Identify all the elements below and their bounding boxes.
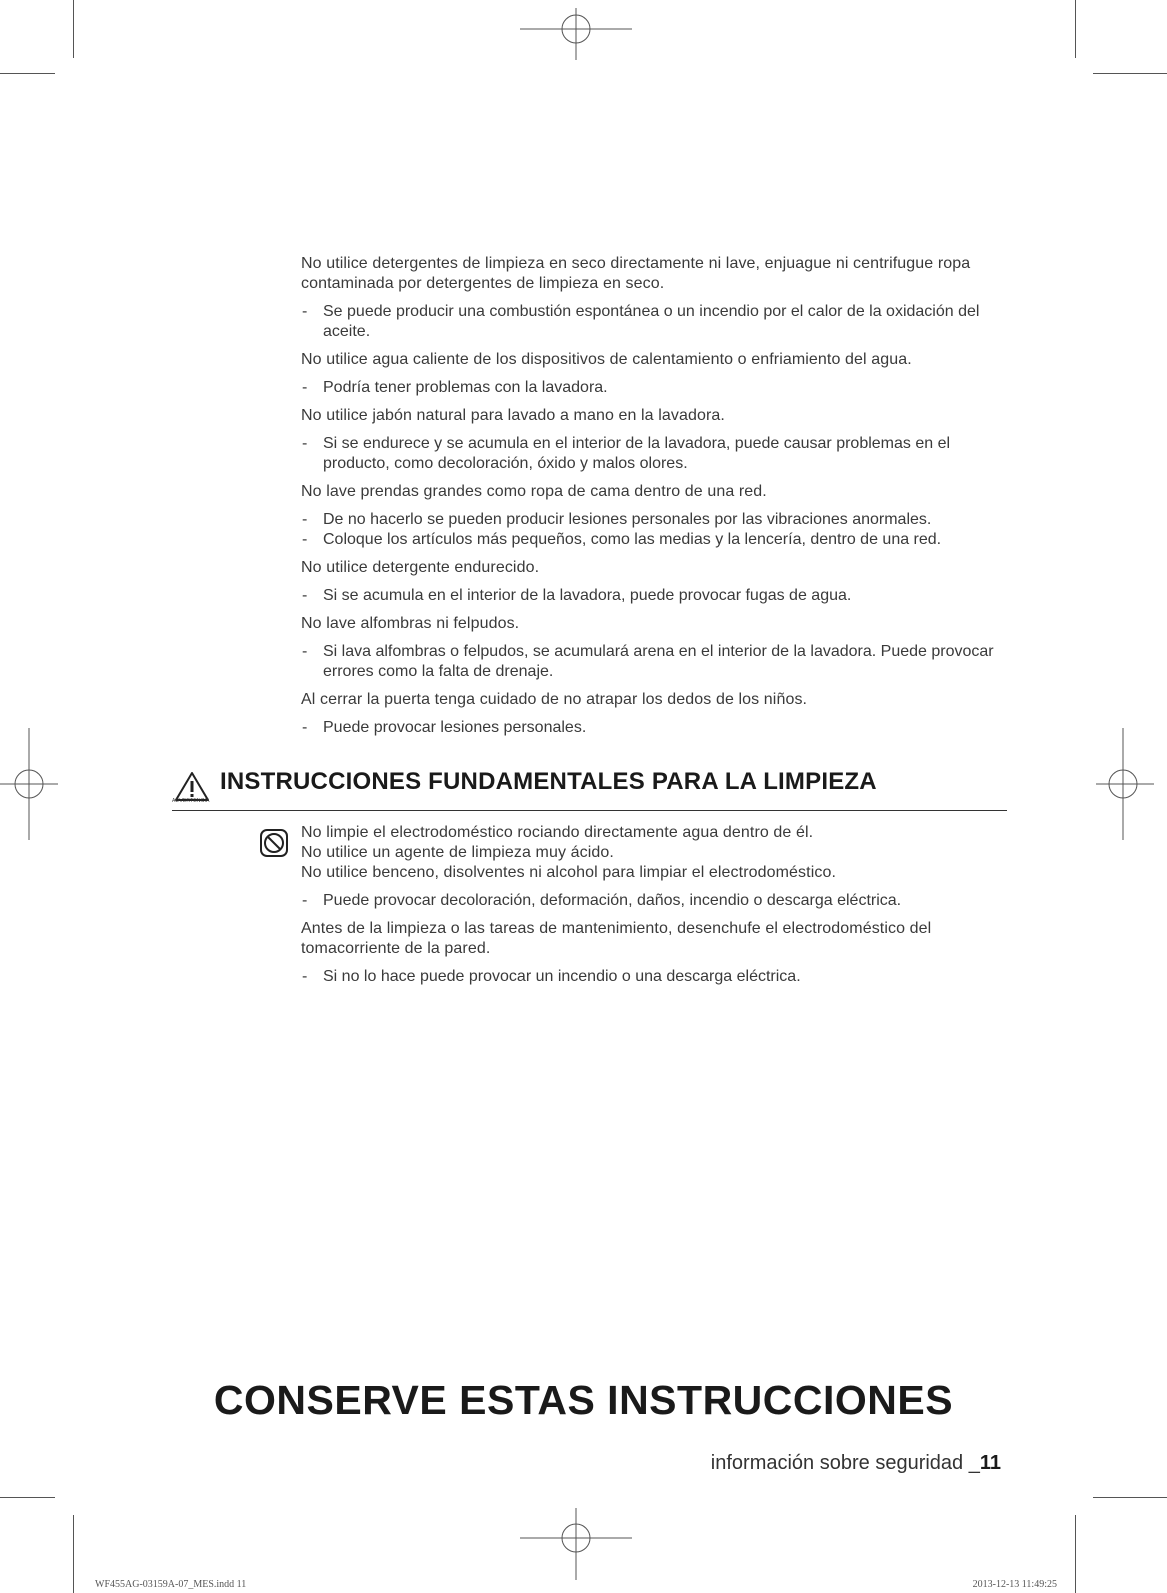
- print-slug-timestamp: 2013-12-13 11:49:25: [972, 1579, 1057, 1590]
- crop-mark: [0, 1497, 55, 1498]
- warning-statement: No utilice jabón natural para lavado a mano en la lavadora.: [301, 407, 725, 424]
- warning-statement: Antes de la limpieza o las tareas de mantenimiento, desenchufe el electrodoméstico del tomacorriente de la pared.: [301, 920, 932, 957]
- warning-statement: No utilice detergente endurecido.: [301, 559, 540, 576]
- consequence-bullet: - Puede provocar decoloración, deformación, daños, incendio o descarga eléctrica.: [301, 891, 1001, 911]
- consequence-bullet: - Si no lo hace puede provocar un incendio o una descarga eléctrica.: [301, 967, 1001, 987]
- warning-icon-label: ADVERTENCIA: [172, 798, 210, 804]
- section-cleaning-warnings: [301, 823, 1001, 995]
- page-footer: [711, 1452, 1001, 1475]
- consequence-bullet: - De no hacerlo se pueden producir lesiones personales por las vibraciones anormales.: [301, 510, 1001, 530]
- consequence-bullet: - Coloque los artículos más pequeños, como las medias y la lencería, dentro de una red.: [301, 530, 1001, 550]
- warning-statement: No lave prendas grandes como ropa de cama dentro de una red.: [301, 483, 767, 500]
- warning-statement: No utilice agua caliente de los dispositivos de calentamiento o enfriamiento del agua.: [301, 351, 912, 368]
- consequence-bullet: - Podría tener problemas con la lavadora.: [301, 378, 1001, 398]
- consequence-bullet: - Si lava alfombras o felpudos, se acumulará arena en el interior de la lavadora. Puede provocar errores como la falta de drenaje.: [301, 642, 1001, 682]
- warning-statement: No utilice detergentes de limpieza en seco directamente ni lave, enjuague ni centrifugue ropa contaminada por detergentes de limpieza en seco.: [301, 255, 971, 292]
- print-slug-file: WF455AG-03159A-07_MES.indd 11: [95, 1579, 247, 1590]
- crop-mark: [0, 73, 55, 74]
- crop-mark: [1075, 1515, 1076, 1593]
- consequence-bullet: - Puede provocar lesiones personales.: [301, 718, 1001, 738]
- registration-mark-bottom: [520, 1508, 632, 1580]
- consequence-bullet: - Si se acumula en el interior de la lavadora, puede provocar fugas de agua.: [301, 586, 1001, 606]
- crop-mark: [1075, 0, 1076, 58]
- section-heading: [172, 766, 1007, 811]
- warning-statement: No lave alfombras ni felpudos.: [301, 615, 520, 632]
- crop-mark: [1093, 1497, 1167, 1498]
- crop-mark: [73, 0, 74, 58]
- consequence-bullet: - Se puede producir una combustión espontánea o un incendio por el calor de la oxidación del aceite.: [301, 302, 1001, 342]
- warning-statement: Al cerrar la puerta tenga cuidado de no atrapar los dedos de los niños.: [301, 691, 808, 708]
- heading-title: INSTRUCCIONES FUNDAMENTALES PARA LA LIMPIEZA: [220, 768, 877, 795]
- warning-statement: No utilice un agente de limpieza muy ácido.: [301, 844, 614, 861]
- crop-mark: [73, 1515, 74, 1593]
- registration-mark-left: [0, 728, 58, 840]
- prohibited-icon: [258, 827, 290, 859]
- section-general-warnings: [301, 254, 1001, 746]
- save-instructions-title: CONSERVE ESTAS INSTRUCCIONES: [213, 1377, 954, 1423]
- warning-statement: No utilice benceno, disolventes ni alcohol para limpiar el electrodoméstico.: [301, 864, 836, 881]
- registration-mark-top: [520, 8, 632, 60]
- registration-mark-right: [1096, 728, 1154, 840]
- crop-mark: [1093, 73, 1167, 74]
- page-number: 11: [979, 1452, 1001, 1474]
- footer-section-label: información sobre seguridad _: [710, 1452, 980, 1474]
- consequence-bullet: - Si se endurece y se acumula en el interior de la lavadora, puede causar problemas en el producto, como decoloración, óxido y malos olores.: [301, 434, 1001, 474]
- warning-statement: No limpie el electrodoméstico rociando directamente agua dentro de él.: [301, 824, 814, 841]
